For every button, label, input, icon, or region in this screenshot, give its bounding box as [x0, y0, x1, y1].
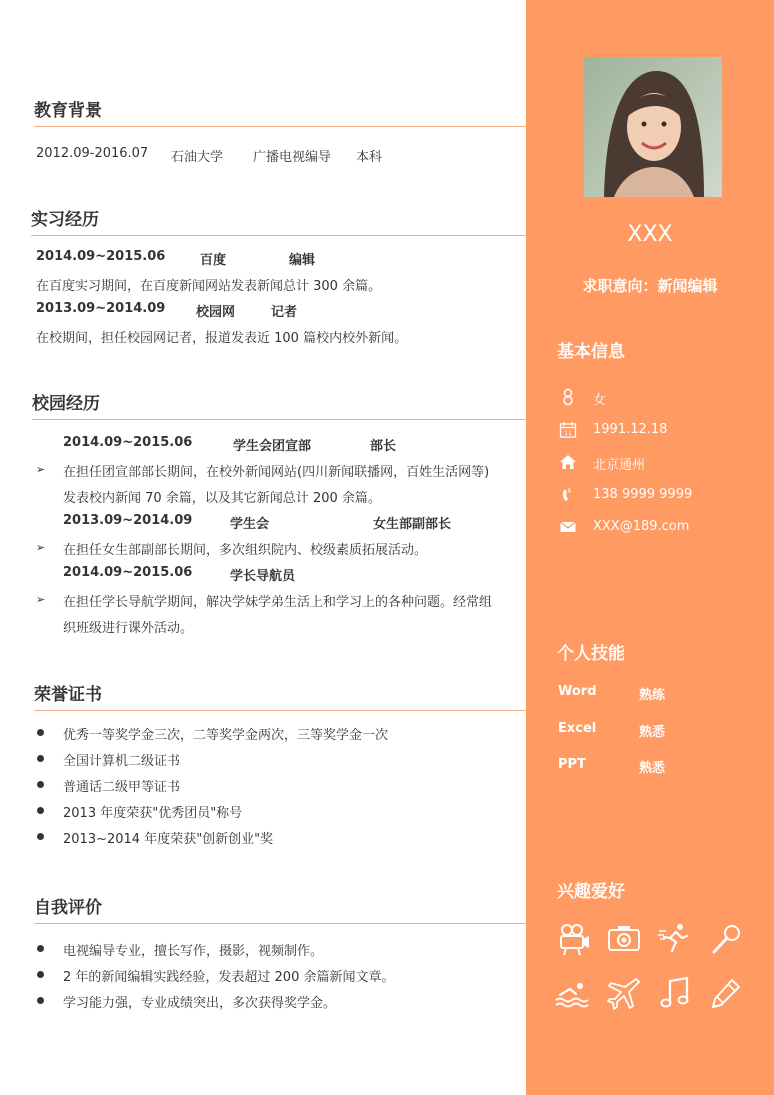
internship-desc: 在校期间，担任校园网记者，报道发表近 100 篇校内校外新闻。	[36, 331, 408, 346]
honor-item: 2013 年度荣获"优秀团员"称号	[63, 806, 243, 821]
education-period: 2012.09-2016.07	[36, 146, 149, 161]
self-eval-item: 电视编导专业，擅长写作，摄影，视频制作。	[63, 944, 324, 959]
self-eval-item: 2 年的新闻编辑实践经验，发表超过 200 余篇新闻文章。	[63, 970, 395, 985]
campus-desc-line: 在担任学长导航学期间，解决学妹学弟生活上和学习上的各种问题。经常组	[63, 595, 493, 610]
education-major: 广播电视编导	[253, 150, 332, 165]
gender-value: 女	[593, 393, 607, 408]
skill-level: 熟练	[639, 688, 666, 703]
campus-title: 校园经历	[32, 389, 526, 420]
pencil-icon	[708, 975, 744, 1011]
campus-period: 2013.09~2014.09	[63, 513, 193, 528]
location-value: 北京通州	[593, 458, 646, 473]
phone-icon	[559, 486, 577, 504]
education-school: 石油大学	[171, 150, 224, 165]
airplane-icon	[606, 975, 642, 1011]
honor-item: 2013~2014 年度荣获"创新创业"奖	[63, 832, 274, 847]
bullet-dot-icon	[37, 807, 44, 814]
education-title: 教育背景	[34, 96, 526, 127]
internship-period: 2013.09~2014.09	[36, 301, 166, 316]
camera-icon	[606, 921, 642, 957]
candidate-name: XXX	[627, 222, 673, 247]
skill-name: Word	[558, 684, 597, 699]
campus-desc-line: 发表校内新闻 70 余篇，以及其它新闻总计 200 余篇。	[63, 491, 381, 506]
job-intention: 求职意向：新闻编辑	[582, 277, 718, 295]
campus-role: 部长	[370, 439, 397, 454]
skill-level: 熟悉	[639, 761, 666, 776]
birthday-value: 1991.12.18	[593, 422, 668, 437]
email-icon	[559, 518, 577, 536]
phone-value: 138 9999 9999	[593, 487, 693, 502]
honor-item: 普通话二级甲等证书	[63, 780, 181, 795]
swimming-icon	[554, 975, 590, 1011]
internship-role: 记者	[271, 305, 298, 320]
music-note-icon	[657, 975, 693, 1011]
campus-period: 2014.09~2015.06	[63, 565, 193, 580]
campus-desc-line: 织班级进行课外活动。	[63, 621, 194, 636]
skills-title: 个人技能	[557, 644, 625, 664]
education-degree: 本科	[356, 150, 383, 165]
internship-desc: 在百度实习期间，在百度新闻网站发表新闻总计 300 余篇。	[36, 279, 382, 294]
campus-org: 学长导航员	[230, 569, 296, 584]
home-icon	[559, 453, 577, 471]
campus-org: 学生会	[230, 517, 270, 532]
hobbies-title: 兴趣爱好	[557, 882, 625, 902]
basic-info-title: 基本信息	[557, 342, 625, 362]
internship-role: 编辑	[289, 253, 316, 268]
campus-desc-line: 在担任女生部副部长期间，多次组织院内、校级素质拓展活动。	[63, 543, 428, 558]
campus-period: 2014.09~2015.06	[63, 435, 193, 450]
email-value: XXX@189.com	[593, 519, 690, 534]
arrow-bullet-icon: ➢	[36, 463, 46, 476]
internship-period: 2014.09~2015.06	[36, 249, 166, 264]
arrow-bullet-icon: ➢	[36, 541, 46, 554]
campus-org: 学生会团宣部	[233, 439, 312, 454]
svg-text:11: 11	[564, 430, 572, 438]
skill-level: 熟悉	[639, 725, 666, 740]
bullet-dot-icon	[37, 755, 44, 762]
sidebar	[526, 0, 774, 1095]
profile-photo	[584, 57, 722, 197]
honors-title: 荣誉证书	[34, 680, 526, 711]
campus-desc-line: 在担任团宣部部长期间，在校外新闻网站(四川新闻联播网，百姓生活网等)	[63, 465, 490, 480]
bullet-dot-icon	[37, 833, 44, 840]
self-eval-title: 自我评价	[34, 893, 526, 924]
skill-name: PPT	[558, 757, 586, 772]
honor-item: 全国计算机二级证书	[63, 754, 181, 769]
bullet-dot-icon	[37, 971, 44, 978]
internship-company: 百度	[200, 253, 227, 268]
self-eval-item: 学习能力强，专业成绩突出，多次获得奖学金。	[63, 996, 337, 1011]
arrow-bullet-icon: ➢	[36, 593, 46, 606]
skill-name: Excel	[558, 721, 597, 736]
video-camera-icon	[556, 921, 592, 957]
bullet-dot-icon	[37, 781, 44, 788]
internship-title: 实习经历	[31, 205, 526, 236]
campus-role: 女生部副部长	[373, 517, 452, 532]
bullet-dot-icon	[37, 945, 44, 952]
microphone-icon	[708, 921, 744, 957]
bullet-dot-icon	[37, 997, 44, 1004]
running-icon	[656, 921, 692, 957]
calendar-icon	[559, 421, 577, 439]
gender-icon	[559, 388, 577, 406]
honor-item: 优秀一等奖学金三次，二等奖学金两次，三等奖学金一次	[63, 728, 389, 743]
internship-company: 校园网	[196, 305, 236, 320]
bullet-dot-icon	[37, 729, 44, 736]
